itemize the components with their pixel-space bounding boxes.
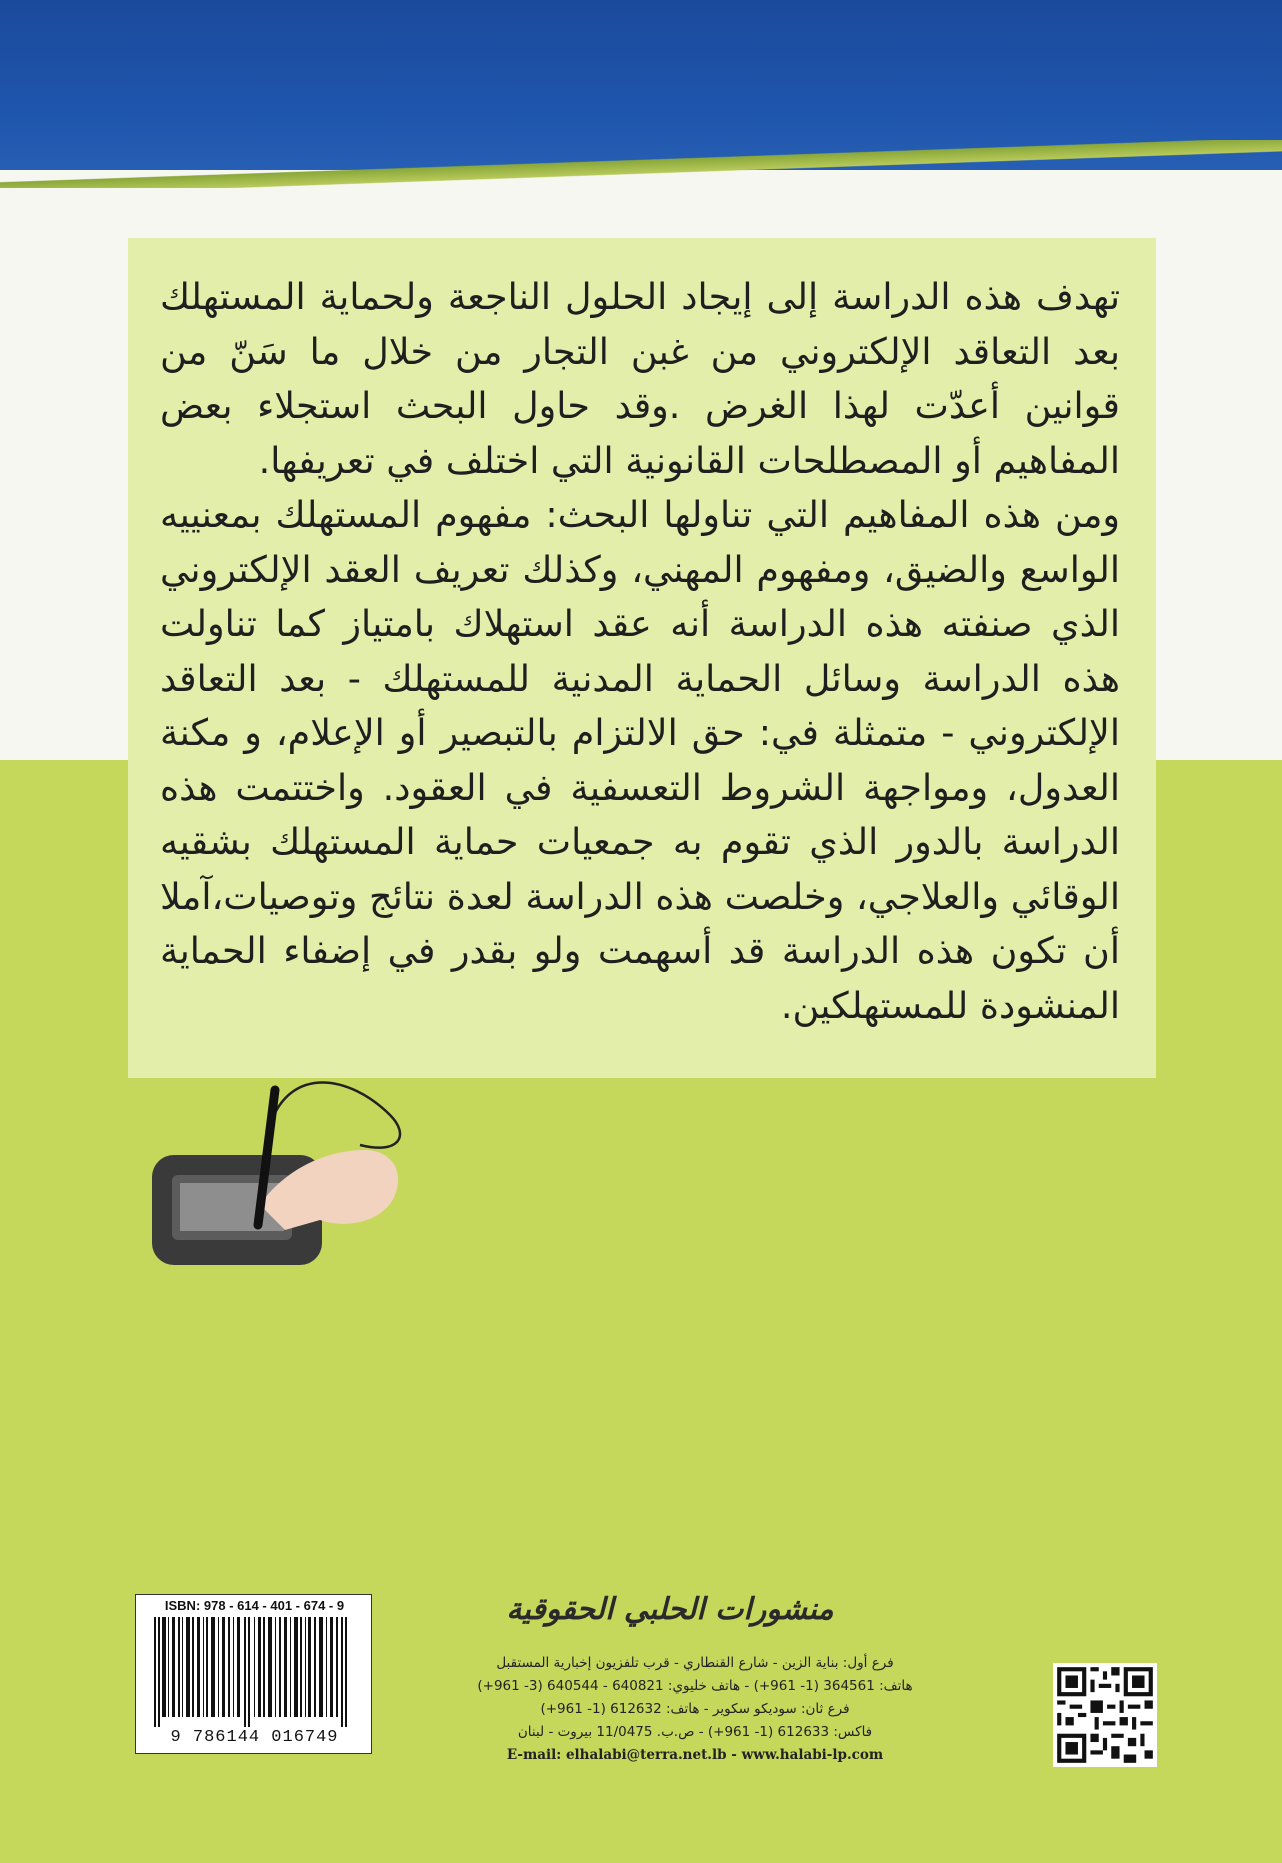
branch1-phones: هاتف: 364561 (1- 961+) - هاتف خليوي: 640821 - 640544 (3- 961+) xyxy=(477,1678,913,1694)
summary-paragraph-1: تهدف هذه الدراسة إلى إيجاد الحلول الناجعة ولحماية المستهلك بعد التعاقد الإلكتروني من غبن التجار من خلال ما سَنّ من قوانين أعدّت لهذا الغرض .وقد حاول البحث استجلاء بعض المفاهيم أو المصطلحات القانونية التي اختلف في تعريفها. xyxy=(160,275,1120,482)
isbn-label: ISBN: 978 - 614 - 401 - 674 - 9 xyxy=(164,1598,345,1613)
fax-po-box: فاكس: 612633 (1- 961+) - ص.ب. 11/0475 بيروت - لبنان xyxy=(517,1724,873,1740)
summary-text xyxy=(160,270,1120,1033)
green-diagonal-stripe xyxy=(0,140,1282,188)
publisher-contact xyxy=(395,1652,995,1767)
branch2-address: فرع ثان: سوديكو سكوير - هاتف: 612632 (1- 961+) xyxy=(540,1701,850,1717)
qr-code xyxy=(1053,1663,1157,1767)
publisher-name: منشورات الحلبي الحقوقية xyxy=(506,1592,834,1627)
summary-paragraph-2: ومن هذه المفاهيم التي تناولها البحث: مفهوم المستهلك بمعنييه الواسع والضيق، ومفهوم المهني، وكذلك تعريف العقد الإلكتروني الذي صنفته هذه الدراسة أنه عقد استهلاك بامتياز كما تناولت هذه الدراسة وسائل الحماية المدنية للمستهلك - بعد التعاقد الإلكتروني - متمثلة في: حق الالتزام بالتبصير أو الإعلام، و مكنة العدول، ومواجهة الشروط التعسفية في العقود. واختتمت هذه الدراسة بالدور الذي تقوم به جمعيات حماية المستهلك بشقيه الوقائي والعلاجي، وخلصت هذه الدراسة لعدة نتائج وتوصيات،آملا أن تكون هذه الدراسة قد أسهمت ولو بقدر في إضفاء الحماية المنشودة للمستهلكين. xyxy=(160,493,1120,1027)
isbn-digits: 9 786144 016749 xyxy=(170,1728,339,1747)
branch1-address: فرع أول: بناية الزين - شارع القنطاري - قرب تلفزيون إخبارية المستقبل xyxy=(496,1655,894,1671)
barcode xyxy=(148,1617,359,1727)
signature-tablet-illustration xyxy=(150,1055,420,1285)
isbn-barcode-block xyxy=(135,1594,372,1754)
email-website: E-mail: elhalabi@terra.net.lb - www.halabi-lp.com xyxy=(506,1747,884,1763)
